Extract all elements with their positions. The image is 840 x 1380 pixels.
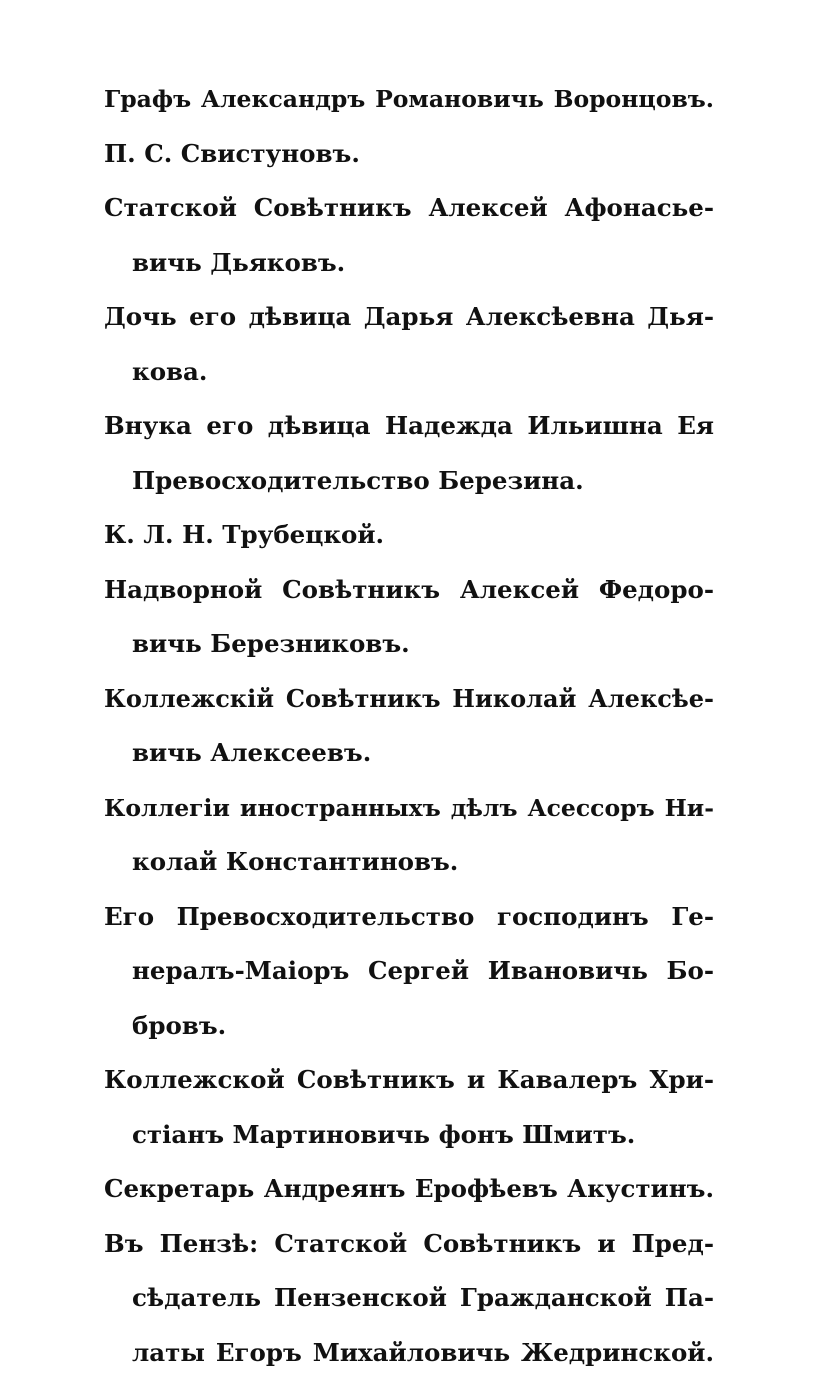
entry-line: Секретарь Андреянъ Ерофѣевъ Акустинъ. bbox=[104, 1162, 714, 1217]
entry-continuation: вичь Алексеевъ. bbox=[104, 726, 714, 781]
list-item bbox=[104, 508, 714, 563]
entry-continuation: сѣдатель Пензенской Гражданской Па- bbox=[104, 1271, 714, 1326]
list-item bbox=[104, 1162, 714, 1217]
list-item bbox=[104, 1053, 714, 1162]
list-item bbox=[104, 290, 714, 399]
entry-continuation: нералъ-Маіоръ Сергей Ивановичь Бо- bbox=[104, 944, 714, 999]
list-item bbox=[104, 72, 714, 127]
entry-line: Надворной Совѣтникъ Алексей Федоро- bbox=[104, 563, 714, 618]
entry-continuation: кова. bbox=[104, 345, 714, 400]
list-item bbox=[104, 127, 714, 182]
list-item bbox=[104, 672, 714, 781]
entry-continuation: вичь Дьяковъ. bbox=[104, 236, 714, 291]
list-item bbox=[104, 181, 714, 290]
entry-line: Коллежской Совѣтникъ и Кавалеръ Хри- bbox=[104, 1053, 714, 1108]
entry-line: Въ Пензѣ: Статской Совѣтникъ и Пред- bbox=[104, 1217, 714, 1272]
entry-continuation: колай Константиновъ. bbox=[104, 835, 714, 890]
entry-line: Графъ Александръ Романовичь Воронцовъ. bbox=[104, 72, 714, 127]
entry-continuation: бровъ. bbox=[104, 999, 714, 1054]
entry-line: К. Л. Н. Трубецкой. bbox=[104, 508, 714, 563]
list-item bbox=[104, 563, 714, 672]
entry-line: Коллежскій Совѣтникъ Николай Алексѣе- bbox=[104, 672, 714, 727]
entry-line: Его Превосходительство господинъ Ге- bbox=[104, 890, 714, 945]
entry-line: Внука его дѣвица Надежда Ильишна Ея bbox=[104, 399, 714, 454]
list-item bbox=[104, 1217, 714, 1380]
entry-continuation: латы Егоръ Михайловичь Жедринской. bbox=[104, 1326, 714, 1380]
entry-continuation: Превосходительство Березина. bbox=[104, 454, 714, 509]
name-list bbox=[104, 72, 714, 1380]
entry-line: Статской Совѣтникъ Алексей Афонасье- bbox=[104, 181, 714, 236]
entry-line: Коллегіи иностранныхъ дѣлъ Асессоръ Ни- bbox=[104, 781, 714, 836]
entry-line: П. С. Свистуновъ. bbox=[104, 127, 714, 182]
list-item bbox=[104, 890, 714, 1054]
entry-continuation: вичь Березниковъ. bbox=[104, 617, 714, 672]
list-item bbox=[104, 781, 714, 890]
entry-continuation: стіанъ Мартиновичь фонъ Шмитъ. bbox=[104, 1108, 714, 1163]
list-item bbox=[104, 399, 714, 508]
entry-line: Дочь его дѣвица Дарья Алексѣевна Дья- bbox=[104, 290, 714, 345]
